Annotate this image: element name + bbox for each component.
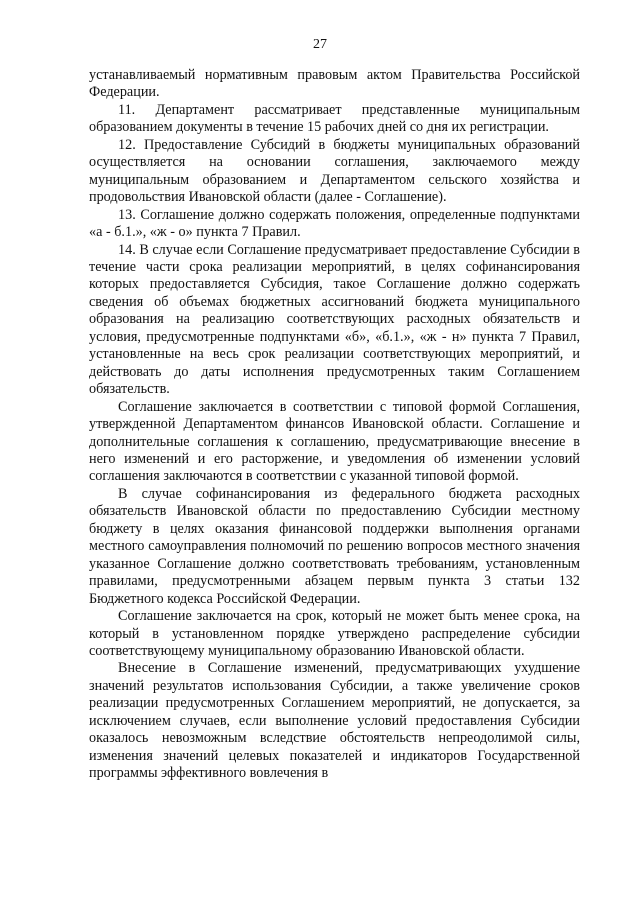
paragraph-13: 13. Соглашение должно содержать положения, определенные подпунктами «а - б.1.», «ж - о» пункта 7 Правил.: [89, 206, 580, 241]
paragraph-14-typical-form: Соглашение заключается в соответствии с типовой формой Соглашения, утвержденной Департаментом финансов Ивановской области. Соглашение и дополнительные соглашения к соглашению, предусматривающие внесение в него изменений и его расторжение, и уведомления об изменении условий соглашения заключаются в соответствии с указанной типовой формой.: [89, 398, 580, 485]
paragraph-11: 11. Департамент рассматривает представленные муниципальным образованием документы в течение 15 рабочих дней со дня их регистрации.: [89, 101, 580, 136]
page-number: 27: [313, 37, 327, 52]
paragraph-14-term: Соглашение заключается на срок, который не может быть менее срока, на который в установленном порядке утверждено распределение субсидии соответствующему муниципальному образованию Ивановской области.: [89, 608, 580, 659]
paragraph-14-amendments: Внесение в Соглашение изменений, предусматривающих ухудшение значений результатов использования Субсидии, а также увеличение сроков реализации предусмотренных Соглашением мероприятий, не допускается, за исключением случаев, если выполнение условий предоставления Субсидии оказалось невозможным вследствие обстоятельств непреодолимой силы, изменения значений целевых показателей и индикаторов Государственной программы эффективного вовлечения в: [89, 660, 580, 782]
paragraph-12: 12. Предоставление Субсидий в бюджеты муниципальных образований осуществляется на основании соглашения, заключаемого между муниципальным образованием и Департаментом сельского хозяйства и продовольствия Ивановской области (далее - Соглашение).: [89, 136, 580, 206]
paragraph-14-federal-cofinancing: В случае софинансирования из федерального бюджета расходных обязательств Ивановской области по предоставлению Субсидии местному бюджету в целях оказания финансовой поддержки выполнения органами местного самоуправления полномочий по решению вопросов местного значения указанное Соглашение должно соответствовать требованиям, установленным правилами, предусмотренными абзацем первым пункта 3 статьи 132 Бюджетного кодекса Российской Федерации.: [89, 485, 580, 607]
document-body: [89, 67, 580, 783]
paragraph-continuation: устанавливаемый нормативным правовым актом Правительства Российской Федерации.: [89, 67, 580, 101]
paragraph-14: 14. В случае если Соглашение предусматривает предоставление Субсидии в течение части срока реализации мероприятий, в целях софинансирования которых предоставляется Субсидия, такое Соглашение должно содержать сведения об объемах бюджетных ассигнований бюджета муниципального образования на реализацию соответствующих расходных обязательств и условия, предусмотренные подпунктами «б», «б.1.», «ж - н» пункта 7 Правил, установленные на весь срок реализации соответствующих мероприятий, и действовать до даты исполнения предусмотренных таким Соглашением обязательств.: [89, 241, 580, 398]
